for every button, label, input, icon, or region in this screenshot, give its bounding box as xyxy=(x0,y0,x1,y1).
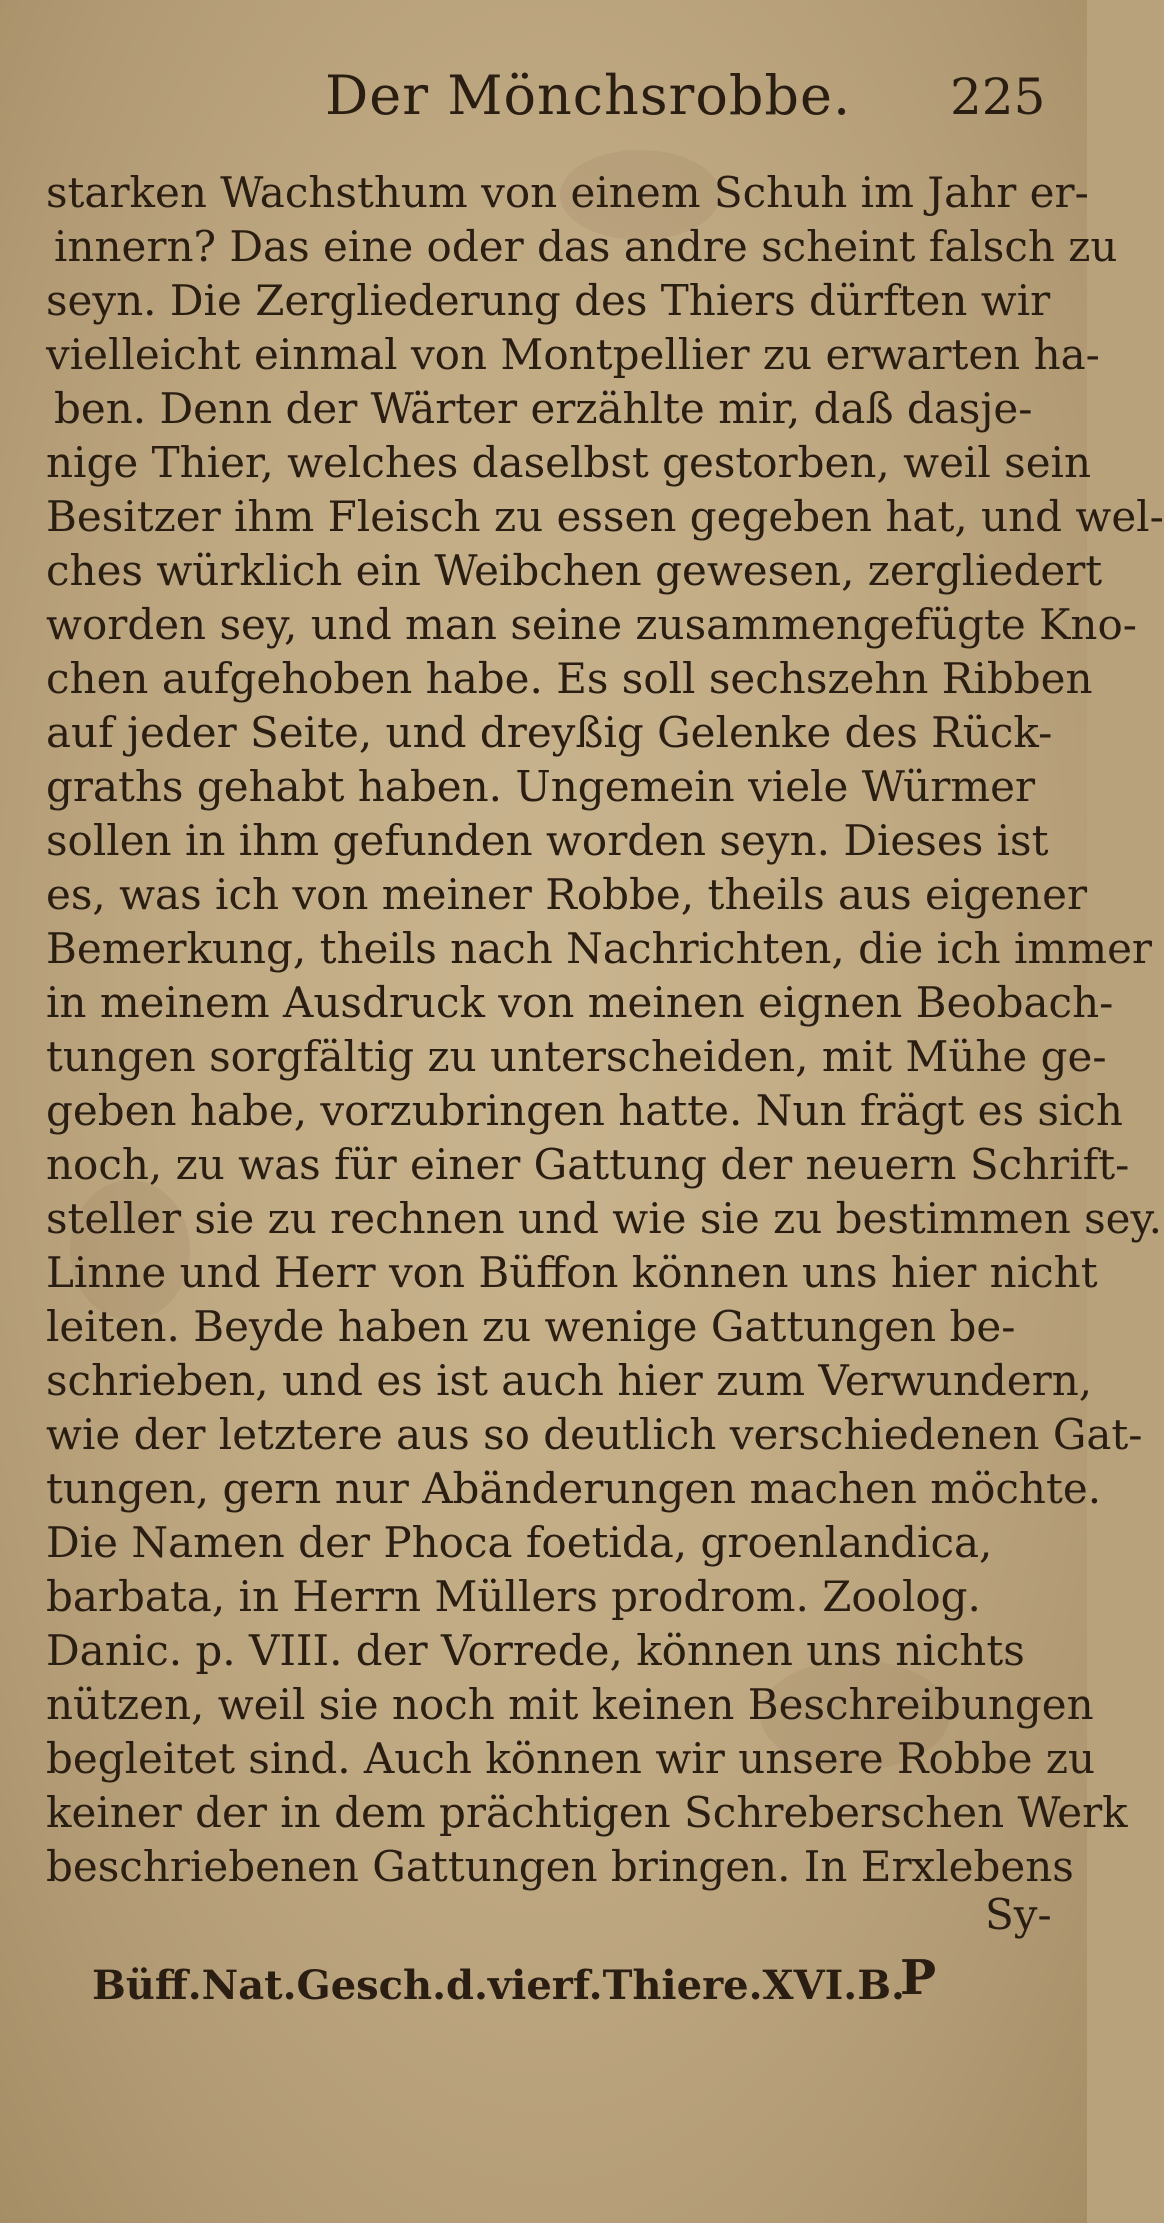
text-line: worden sey, und man seine zusammengefügte Kno- xyxy=(46,600,1137,649)
text-line: wie der letztere aus so deutlich verschiedenen Gat- xyxy=(46,1410,1143,1459)
catchword: Sy- xyxy=(985,1890,1052,1939)
text-line: Die Namen der Phoca foetida, groenlandica, xyxy=(46,1518,993,1567)
text-line: beschriebenen Gattungen bringen. In Erxlebens xyxy=(46,1842,1074,1891)
text-line: graths gehabt haben. Ungemein viele Würmer xyxy=(46,762,1036,811)
text-line: Linne und Herr von Büffon können uns hier nicht xyxy=(46,1248,1098,1297)
text-line: barbata, in Herrn Müllers prodrom. Zoolog. xyxy=(46,1572,981,1621)
text-line: tungen sorgfältig zu unterscheiden, mit Mühe ge- xyxy=(46,1032,1107,1081)
text-line: steller sie zu rechnen und wie sie zu bestimmen sey. xyxy=(46,1194,1163,1243)
text-line: chen aufgehoben habe. Es soll sechszehn Ribben xyxy=(46,654,1093,703)
text-line: leiten. Beyde haben zu wenige Gattungen be- xyxy=(46,1302,1016,1351)
text-line: Bemerkung, theils nach Nachrichten, die ich immer xyxy=(46,924,1153,973)
text-line: noch, zu was für einer Gattung der neuern Schrift- xyxy=(46,1140,1130,1189)
text-line: starken Wachsthum von einem Schuh im Jahr er- xyxy=(46,168,1089,217)
text-line: Danic. p. VIII. der Vorrede, können uns nichts xyxy=(46,1626,1025,1675)
text-line: geben habe, vorzubringen hatte. Nun frägt es sich xyxy=(46,1086,1123,1135)
text-line: nige Thier, welches daselbst gestorben, weil sein xyxy=(46,438,1092,487)
page-header xyxy=(0,64,1087,134)
body-text xyxy=(46,166,1164,1894)
text-line: seyn. Die Zergliederung des Thiers dürften wir xyxy=(46,276,1051,325)
text-line: ches würklich ein Weibchen gewesen, zergliedert xyxy=(46,546,1103,595)
text-line: innern? Das eine oder das andre scheint falsch zu xyxy=(54,222,1118,271)
text-line: tungen, gern nur Abänderungen machen möchte. xyxy=(46,1464,1102,1513)
text-line: sollen in ihm gefunden worden seyn. Dieses ist xyxy=(46,816,1049,865)
signature-mark: P xyxy=(900,1950,937,2006)
text-line: keiner der in dem prächtigen Schreberschen Werk xyxy=(46,1788,1128,1837)
text-line: schrieben, und es ist auch hier zum Verwundern, xyxy=(46,1356,1093,1405)
text-line: auf jeder Seite, und dreyßig Gelenke des Rück- xyxy=(46,708,1053,757)
text-line: begleitet sind. Auch können wir unsere Robbe zu xyxy=(46,1734,1095,1783)
text-line: vielleicht einmal von Montpellier zu erwarten ha- xyxy=(46,330,1100,379)
text-line: nützen, weil sie noch mit keinen Beschreibungen xyxy=(46,1680,1094,1729)
running-title: Der Mönchsrobbe. xyxy=(325,64,852,127)
page-number: 225 xyxy=(950,68,1046,126)
text-line: es, was ich von meiner Robbe, theils aus eigener xyxy=(46,870,1088,919)
text-line: ben. Denn der Wärter erzählte mir, daß dasje- xyxy=(54,384,1033,433)
signature-line: Büff.Nat.Gesch.d.vierf.Thiere.XVI.B. xyxy=(92,1962,905,2009)
text-line: Besitzer ihm Fleisch zu essen gegeben hat, und wel- xyxy=(46,492,1164,541)
text-line: in meinem Ausdruck von meinen eignen Beobach- xyxy=(46,978,1114,1027)
